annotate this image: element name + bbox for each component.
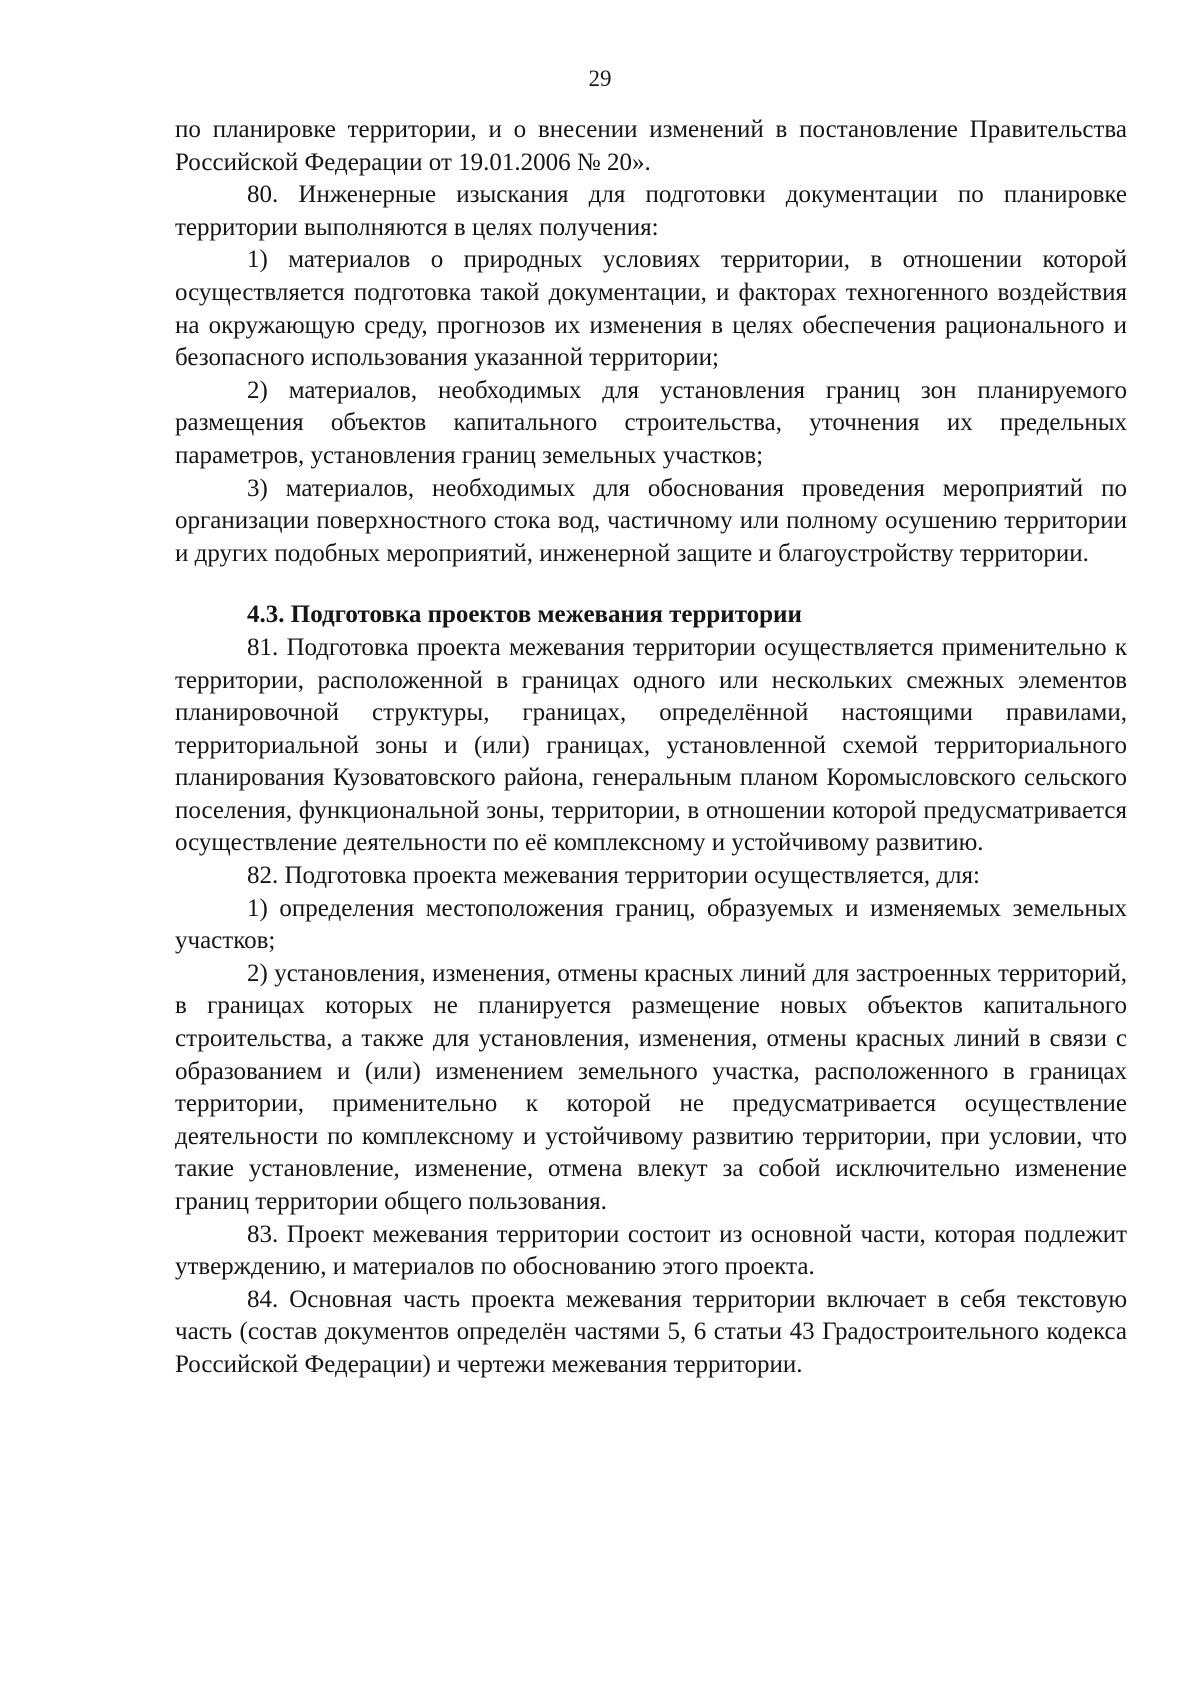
paragraph-82: 82. Подготовка проекта межевания территории осуществляется, для: <box>247 862 980 890</box>
paragraph-83: 83. Проект межевания территории состоит из основной части, которая подлежит утверждению, и материалов по обоснованию этого проекта. <box>175 1220 1127 1281</box>
paragraph-continuation: по планировке территории, и о внесении изменений в постановление Правительства Российской Федерации от 19.01.2006 № 20». <box>175 116 1127 176</box>
paragraph-82-item-1: 1) определения местоположения границ, образуемых и изменяемых земельных участков; <box>175 894 1127 955</box>
paragraph-80-item-2: 2) материалов, необходимых для установления границ зон планируемого размещения объектов капитального строительства, уточнения их предельных параметров, установления границ земельных участков; <box>175 376 1127 469</box>
section-heading: 4.3. Подготовка проектов межевания территории <box>247 601 802 629</box>
paragraph-80-item-3: 3) материалов, необходимых для обоснования проведения мероприятий по организации поверхностного стока вод, частичному или полному осушению территории и других подобных мероприятий, инженерной защите и благоустройству территории. <box>175 474 1127 567</box>
paragraph-84: 84. Основная часть проекта межевания территории включает в себя текстовую часть (состав документов определён частями 5, 6 статьи 43 Градостроительного кодекса Российской Федерации) и чертежи межевания территории. <box>175 1285 1127 1378</box>
paragraph-82-item-2: 2) установления, изменения, отмены красных линий для застроенных территорий, в границах которых не планируется размещение новых объектов капитального строительства, а также для установления, изменения, отмены красных линий в связи с образованием и (или) изменением земельного участка, расположенного в границах территории, применительно к которой не предусматривается осуществление деятельности по комплексному и устойчивому развитию территории, при условии, что такие установление, изменение, отмена влекут за собой исключительно изменение границ территории общего пользования. <box>175 959 1127 1215</box>
paragraph-80: 80. Инженерные изыскания для подготовки документации по планировке территории выполняются в целях получения: <box>175 181 1127 241</box>
paragraph-81: 81. Подготовка проекта межевания территории осуществляется применительно к территории, расположенной в границах одного или нескольких смежных элементов планировочной структуры, границах, определённой настоящими правилами, территориальной зоны и (или) границах, установленной схемой территориального планирования Кузоватовского района, генеральным планом Коромысловского сельского поселения, функциональной зоны, территории, в отношении которой предусматривается осуществление деятельности по её комплексному и устойчивому развитию. <box>175 633 1127 857</box>
paragraph-80-item-1: 1) материалов о природных условиях территории, в отношении которой осуществляется подготовка такой документации, и факторах техногенного воздействия на окружающую среду, прогнозов их изменения в целях обеспечения рационального и безопасного использования указанной территории; <box>175 246 1127 372</box>
page-number: 29 <box>588 66 612 91</box>
document-body <box>175 114 1127 1382</box>
